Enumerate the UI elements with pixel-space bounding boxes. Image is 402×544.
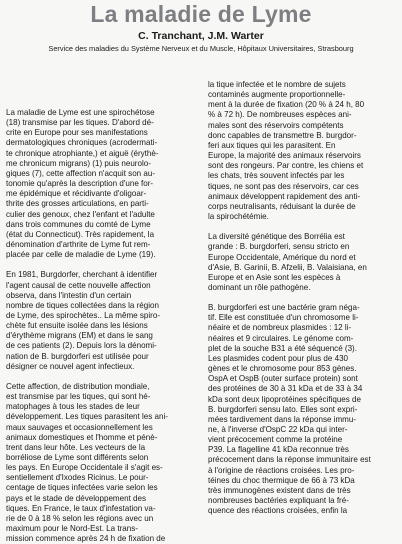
text-line: de Lyme, des spirochètes.. La même spiro- <box>6 310 161 320</box>
text-line: grande : B. burgdorferi, sensu stricto en <box>208 242 350 252</box>
text-line: mées tardivement dans la réponse immu- <box>208 414 357 424</box>
text-line: feri aux tiques qui les parasitent. En <box>208 140 336 150</box>
paragraph-gap <box>208 222 398 232</box>
text-line: dermatologiques chroniques (acrodermati- <box>6 138 158 148</box>
text-line: thrite des grosses articulations, en parti- <box>6 199 149 209</box>
text-line: observa, dans l'intestin d'un certain <box>6 290 132 300</box>
text-line: B. burgdorferi est une bactérie gram néga- <box>208 303 360 313</box>
text-line: ment à la durée de fixation (20 % à 24 h, 80 <box>208 100 365 110</box>
text-line: nombreuses bactéries expliquant la fré- <box>208 496 349 506</box>
article-title: La maladie de Lyme <box>90 1 312 27</box>
text-line: quence des réactions croisées, enfin la <box>208 506 348 516</box>
author-affiliation: Service des maladies du Système Nerveux et du Muscle, Hôpitaux Universitaires, Strasbourg <box>48 44 354 53</box>
text-line: précocement dans la réponse immunitaire est <box>208 455 371 465</box>
text-line: (état du Connecticut). Très rapidement, la <box>6 229 155 239</box>
text-line: giques (7), cette affection n'acquit son au- <box>6 168 156 178</box>
text-line: males sont des réservoirs compétents <box>208 120 344 130</box>
right-paragraph-1 <box>208 80 398 222</box>
text-line: mission commence après 24 h de fixation de <box>6 534 166 544</box>
text-line: chète fut ensuite isolée dans les lésions <box>6 321 148 331</box>
text-line: néaire et de nombreux plasmides : 12 li- <box>208 323 352 333</box>
text-line: animaux développent rapidement des anti- <box>208 191 361 201</box>
text-line: placée par celle de maladie de Lyme (19). <box>6 250 156 260</box>
text-line: contaminés augmente proportionnelle- <box>208 90 346 100</box>
text-line: La maladie de Lyme est une spirochétose <box>6 108 155 117</box>
text-line: gènes et le chromosome pour 853 gènes. <box>208 364 357 374</box>
text-line: P39. La flagelline 41 kDa reconnue très <box>208 445 349 455</box>
left-paragraph-2 <box>6 270 196 372</box>
text-line: tiques. En France, le taux d'infestation va- <box>6 503 156 513</box>
text-line: dénomination d'arthrite de Lyme fut rem- <box>6 240 151 250</box>
text-line: les chats, très souvent infectés par les <box>208 171 345 181</box>
text-line: OspA et OspB (outer surface protein) sont <box>208 374 358 384</box>
left-paragraph-3 <box>6 382 196 544</box>
text-line: corps neutralisants, réduisant la durée de <box>208 201 356 211</box>
text-line: Europe, la majorité des animaux réservoirs <box>208 151 361 161</box>
text-line: l'agent causal de cette nouvelle affection <box>6 280 151 290</box>
right-paragraph-3 <box>208 303 398 516</box>
text-line: culier des genoux, chez l'enfant et l'adulte <box>6 209 155 219</box>
text-line: maximum pour le Nord-Est. La trans- <box>6 524 138 534</box>
text-line: nation de B. burgdorferi est utilisée pour <box>6 351 149 361</box>
text-line: Europe et en Asie sont les espèces à <box>208 272 341 282</box>
text-line: maux sauvages et occasionnellement les <box>6 422 153 432</box>
right-text-column <box>208 80 398 516</box>
text-line: de ces patients (2). Depuis lors la dénomi- <box>6 341 157 351</box>
text-line: sont des rongeurs. Par contre, les chiens et <box>208 161 364 171</box>
text-line: crite en Europe pour ses manifestations <box>6 128 148 138</box>
text-line: développement. Les tiques parasitent les ani- <box>6 412 168 422</box>
text-line: sentiellement d'Ixodes Ricinus. Le pour- <box>6 473 149 483</box>
text-line: désigner ce nouvel agent infectieux. <box>6 361 135 371</box>
text-line: tiques, ne sont pas des réservoirs, car ces <box>208 181 359 191</box>
text-line: les pays. En Europe Occidentale il s'agit es- <box>6 463 163 473</box>
text-line: d'érythème migrans (EM) et dans le sang <box>6 331 153 341</box>
text-line: plet de la souche B31 a été séquencé (3). <box>208 343 357 353</box>
text-line: pays et le stade de développement des <box>6 493 147 503</box>
paragraph-gap <box>208 293 398 303</box>
text-line: Cette affection, de distribution mondiale, <box>6 381 150 391</box>
text-line: B. burgdorferi sensu lato. Elles sont expri- <box>208 404 358 414</box>
text-line: trent dans leur hôte. Les vecteurs de la <box>6 442 146 452</box>
text-line: néaires et 9 circulaires. Le génome com- <box>208 333 354 343</box>
text-line: Europe Occidentale, Amérique du nord et <box>208 252 356 262</box>
text-line: donc capables de transmettre B. burgdor- <box>208 130 357 140</box>
text-line: matophages à tous les stades de leur <box>6 402 140 412</box>
left-paragraph-1 <box>6 108 196 260</box>
text-line: des protéines de 30 à 31 kDa et de 33 à 34 <box>208 384 363 394</box>
text-line: kDa sont deux lipoprotéines spécifiques de <box>208 394 361 404</box>
text-line: En 1981, Burgdorfer, cherchant à identifier <box>6 270 158 280</box>
text-line: d'Asie, B. Garinii, B. Afzelii, B. Valaisiana, en <box>208 262 367 272</box>
text-line: te chronique atrophiante,) et aiguë (érythè- <box>6 148 159 158</box>
article-authors: C. Tranchant, J.M. Warter <box>138 30 264 42</box>
text-line: à l'origine de réactions croisées. Les pro- <box>208 465 355 475</box>
text-line: ne, à l'inverse d'OspC 22 kDa qui inter- <box>208 425 348 434</box>
text-line: vient précocement comme la protéine <box>208 435 343 445</box>
text-line: me chronicum migrans) (1) puis neurolo- <box>6 158 151 168</box>
left-text-column <box>6 108 196 544</box>
text-line: très immunogènes existent dans de très <box>208 485 351 495</box>
text-line: animaux domestiques et l'homme et pénè- <box>6 432 158 442</box>
text-line: la tique infectée et le nombre de sujets <box>208 80 346 89</box>
text-line: la spirochétémie. <box>208 212 269 222</box>
text-line: téines du choc thermique de 66 à 73 kDa <box>208 475 355 485</box>
text-line: centage de tiques infectées varie selon les <box>6 483 158 493</box>
text-line: La diversité génétique des Borrélia est <box>208 232 345 242</box>
text-line: dominant un rôle pathogène. <box>208 282 311 292</box>
right-paragraph-2 <box>208 232 398 293</box>
text-line: (18) transmise par les tiques. D'abord dé- <box>6 118 154 128</box>
text-line: borréliose de Lyme sont différents selon <box>6 453 149 462</box>
paragraph-gap <box>6 372 196 382</box>
text-line: me épidémique et récidivante d'oligoar- <box>6 189 147 199</box>
text-line: dans trois communes du comté de Lyme <box>6 219 151 229</box>
text-line: rie de 0 à 18 % selon les régions avec un <box>6 513 154 523</box>
text-line: est transmise par les tiques, qui sont hé- <box>6 392 151 402</box>
text-line: tonomie qu'après la description d'une for- <box>6 179 154 189</box>
text-line: tif. Elle est constituée d'un chromosome li- <box>208 313 359 323</box>
text-line: nombre de tiques collectées dans la région <box>6 300 159 310</box>
text-line: Les plasmides codent pour plus de 430 <box>208 353 349 363</box>
text-line: % à 72 h). De nombreuses espèces ani- <box>208 110 352 120</box>
paragraph-gap <box>6 260 196 270</box>
